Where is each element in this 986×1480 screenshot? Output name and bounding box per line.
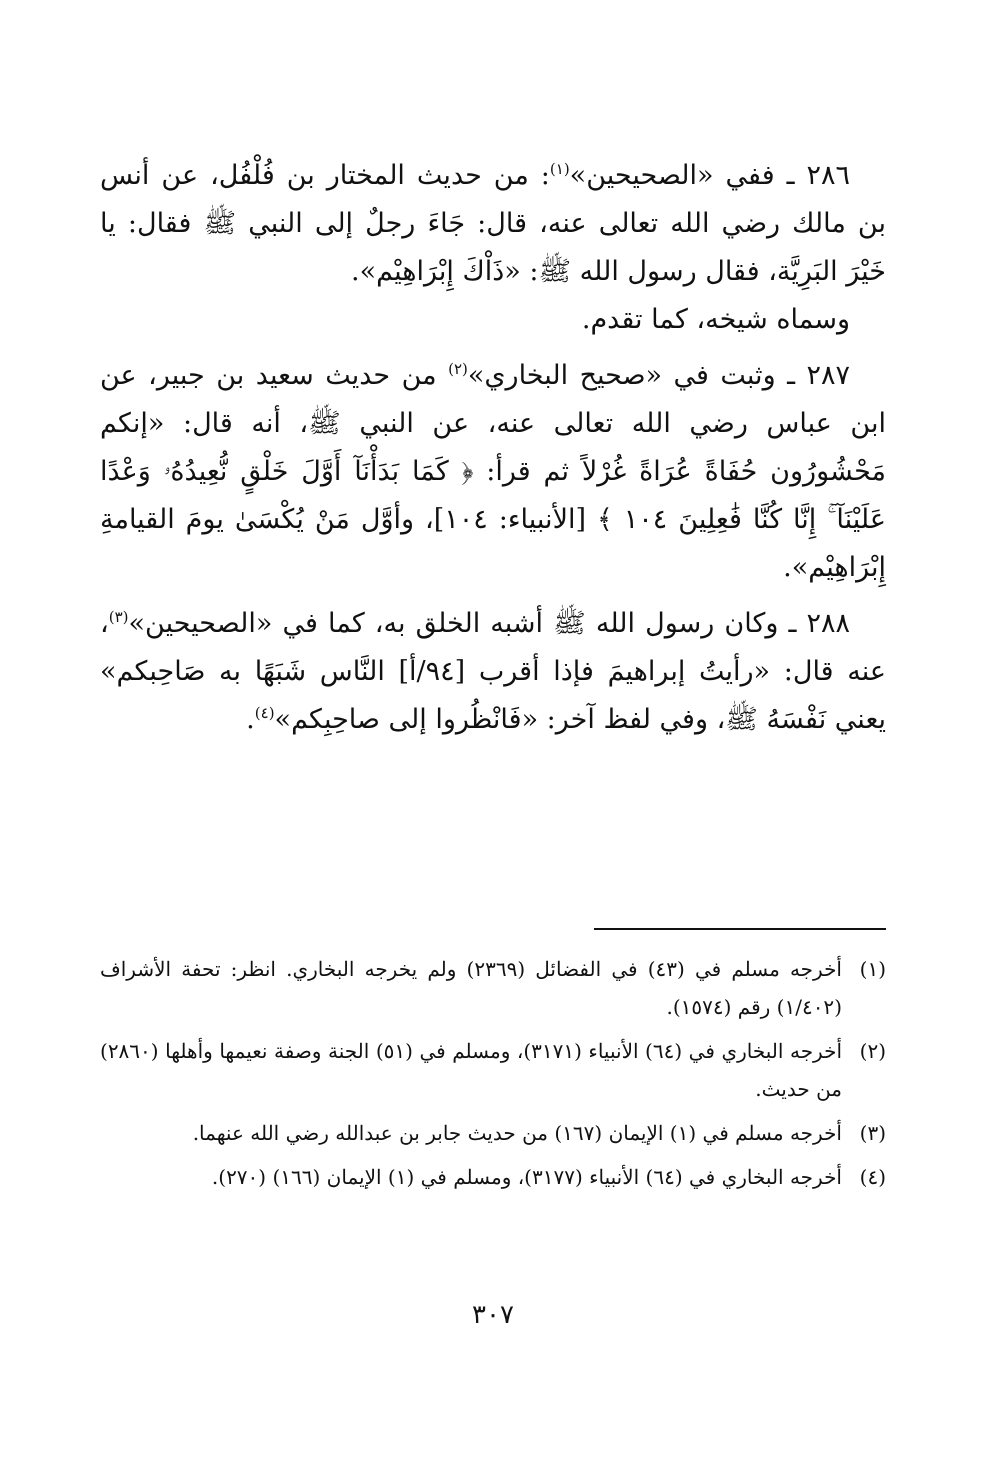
paragraph-286-text-b: : من حديث المختار بن فُلْفُل، عن أنس بن مالك رضي الله تعالى عنه، قال: جَاءَ رجلٌ إلى النبي ﷺ فقال: يا خَيْرَ البَرِيَّة، فقال رسول الله ﷺ: «ذَاْكَ إِبْرَاهِيْم». [100, 160, 886, 287]
paragraph-287-text-b: من حديث سعيد بن جبير، عن ابن عباس رضي الله تعالى عنه، عن النبي ﷺ، أنه قال: «إنكم مَحْشُورُون حُفَاةً عُرَاةً غُرْلاً ثم قرأ: ﴿ كَمَا بَدَأْنَآ أَوَّلَ خَلْقٍ نُّعِيدُهُۥ وَعْدًا عَلَيْنَآ ۚ إِنَّا كُنَّا فَٰعِلِينَ ١٠٤ ﴾ [الأنبياء: ١٠٤]، وأوَّل مَنْ يُكْسَىٰ يومَ القيامةِ إِبْرَاهِيْم». [100, 360, 886, 583]
footnote-separator [594, 928, 886, 930]
footnote-marker: (٢) [859, 1039, 886, 1063]
footnote-text: أخرجه البخاري في (٦٤) الأنبياء (٣١٧٧)، ومسلم في (١) الإيمان (١٦٦) (٢٧٠). [211, 1165, 842, 1189]
paragraph-288 [100, 600, 886, 744]
footnotes [100, 950, 886, 1202]
paragraph-287 [100, 352, 886, 592]
paragraph-287-text-a: ٢٨٧ ـ وثبت في «صحيح البخاري» [467, 360, 850, 391]
main-text [100, 152, 886, 744]
footnote-ref-3[interactable]: (٣) [108, 608, 129, 626]
footnote-2 [100, 1032, 886, 1108]
footnote-marker: (٣) [859, 1121, 886, 1145]
paragraph-288-text-c: . [246, 704, 255, 735]
footnote-ref-4[interactable]: (٤) [254, 704, 275, 722]
paragraph-286-note-text: وسماه شيخه، كما تقدم. [581, 304, 850, 335]
footnote-4 [100, 1158, 886, 1196]
footnote-3 [100, 1114, 886, 1152]
paragraph-288-text-a: ٢٨٨ ـ وكان رسول الله ﷺ أشبه الخلق به، كما في «الصحيحين» [128, 608, 850, 639]
footnote-text: أخرجه مسلم في (٤٣) في الفضائل (٢٣٦٩) ولم يخرجه البخاري. انظر: تحفة الأشراف (١/٤٠٢) رقم (١٥٧٤). [100, 957, 842, 1019]
footnote-marker: (١) [859, 957, 886, 981]
footnote-text: أخرجه مسلم في (١) الإيمان (١٦٧) من حديث جابر بن عبدالله رضي الله عنهما. [192, 1121, 842, 1145]
footnote-marker: (٤) [859, 1165, 886, 1189]
footnote-text: أخرجه البخاري في (٦٤) الأنبياء (٣١٧١)، ومسلم في (٥١) الجنة وصفة نعيمها وأهلها (٢٨٦٠) من حديث. [100, 1039, 843, 1101]
paragraph-288-text-b: ، عنه قال: «رأيتُ إبراهيمَ فإذا أقرب [٩٤/أ] النَّاس شَبَهًا به صَاحِبكم» يعني نَفْسَهُ ﷺ، وفي لفظ آخر: «فَانْظُروا إلى صاحِبِكم» [100, 608, 886, 735]
paragraph-286-note [100, 296, 886, 344]
page-number: ٣٠٧ [472, 1300, 514, 1330]
footnote-ref-1[interactable]: (١) [549, 160, 570, 178]
paragraph-286-text-a: ٢٨٦ ـ ففي «الصحيحين» [569, 160, 850, 191]
footnote-1 [100, 950, 886, 1026]
paragraph-286 [100, 152, 886, 296]
footnote-ref-2[interactable]: (٢) [448, 360, 468, 378]
book-page [100, 152, 886, 1352]
